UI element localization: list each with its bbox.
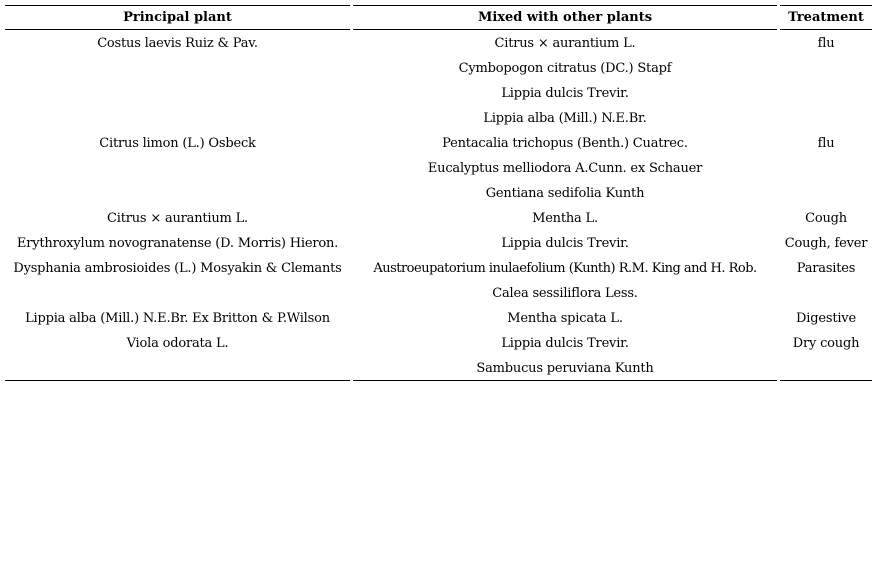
header-treatment: Treatment bbox=[788, 10, 864, 25]
cell-treatment bbox=[780, 356, 872, 381]
cell-principal bbox=[5, 81, 350, 106]
cell-principal: Viola odorata L. bbox=[126, 336, 229, 351]
cell-principal: Lippia alba (Mill.) N.E.Br. Ex Britton & P.Wilson bbox=[25, 311, 330, 326]
cell-mixed: Lippia dulcis Trevir. bbox=[501, 86, 629, 101]
cell-mixed: Sambucus peruviana Kunth bbox=[476, 361, 654, 376]
cell-principal: Erythroxylum novogranatense (D. Morris) Hieron. bbox=[16, 236, 339, 251]
cell-treatment bbox=[780, 181, 872, 206]
bottom-rule bbox=[780, 380, 872, 381]
cell-principal bbox=[5, 356, 350, 381]
cell-mixed: Gentiana sedifolia Kunth bbox=[485, 186, 645, 201]
cell-treatment bbox=[780, 106, 872, 131]
header-principal-plant: Principal plant bbox=[123, 10, 232, 25]
cell-principal bbox=[5, 56, 350, 81]
cell-mixed: Lippia dulcis Trevir. bbox=[501, 236, 629, 251]
cell-principal: Citrus × aurantium L. bbox=[107, 211, 248, 226]
cell-mixed: Lippia alba (Mill.) N.E.Br. bbox=[483, 111, 647, 126]
cell-treatment bbox=[780, 81, 872, 106]
header-rule bbox=[353, 29, 777, 30]
bottom-rule bbox=[353, 380, 777, 381]
cell-mixed: Calea sessiliflora Less. bbox=[492, 286, 638, 301]
cell-treatment: Dry cough bbox=[792, 336, 860, 351]
header-rule bbox=[5, 29, 350, 30]
header-mixed-plants: Mixed with other plants bbox=[477, 10, 653, 25]
cell-principal bbox=[5, 106, 350, 131]
cell-mixed: Mentha L. bbox=[532, 211, 598, 226]
cell-treatment bbox=[780, 56, 872, 81]
cell-treatment: flu bbox=[817, 36, 835, 51]
cell-mixed: Lippia dulcis Trevir. bbox=[501, 336, 629, 351]
cell-mixed: Mentha spicata L. bbox=[507, 311, 623, 326]
cell-principal: Citrus limon (L.) Osbeck bbox=[99, 136, 256, 151]
cell-treatment: Parasites bbox=[796, 261, 856, 276]
bottom-rule bbox=[5, 380, 350, 381]
cell-principal bbox=[5, 281, 350, 306]
cell-treatment bbox=[780, 156, 872, 181]
cell-principal bbox=[5, 181, 350, 206]
header-rule bbox=[780, 29, 872, 30]
cell-principal bbox=[5, 156, 350, 181]
cell-treatment: flu bbox=[817, 136, 835, 151]
cell-treatment: Cough bbox=[805, 211, 847, 226]
cell-treatment: Cough, fever bbox=[784, 236, 868, 251]
cell-mixed: Cymbopogon citratus (DC.) Stapf bbox=[458, 61, 672, 76]
cell-treatment bbox=[780, 281, 872, 306]
cell-mixed: Eucalyptus melliodora A.Cunn. ex Schauer bbox=[427, 161, 703, 176]
cell-treatment: Digestive bbox=[796, 311, 856, 326]
cell-mixed: Pentacalia trichopus (Benth.) Cuatrec. bbox=[442, 136, 688, 151]
cell-mixed: Austroeupatorium inulaefolium (Kunth) R.M. King and H. Rob. bbox=[373, 261, 757, 276]
cell-principal: Costus laevis Ruiz & Pav. bbox=[97, 36, 258, 51]
cell-mixed: Citrus × aurantium L. bbox=[494, 36, 636, 51]
cell-principal: Dysphania ambrosioides (L.) Mosyakin & Clemants bbox=[13, 261, 342, 276]
